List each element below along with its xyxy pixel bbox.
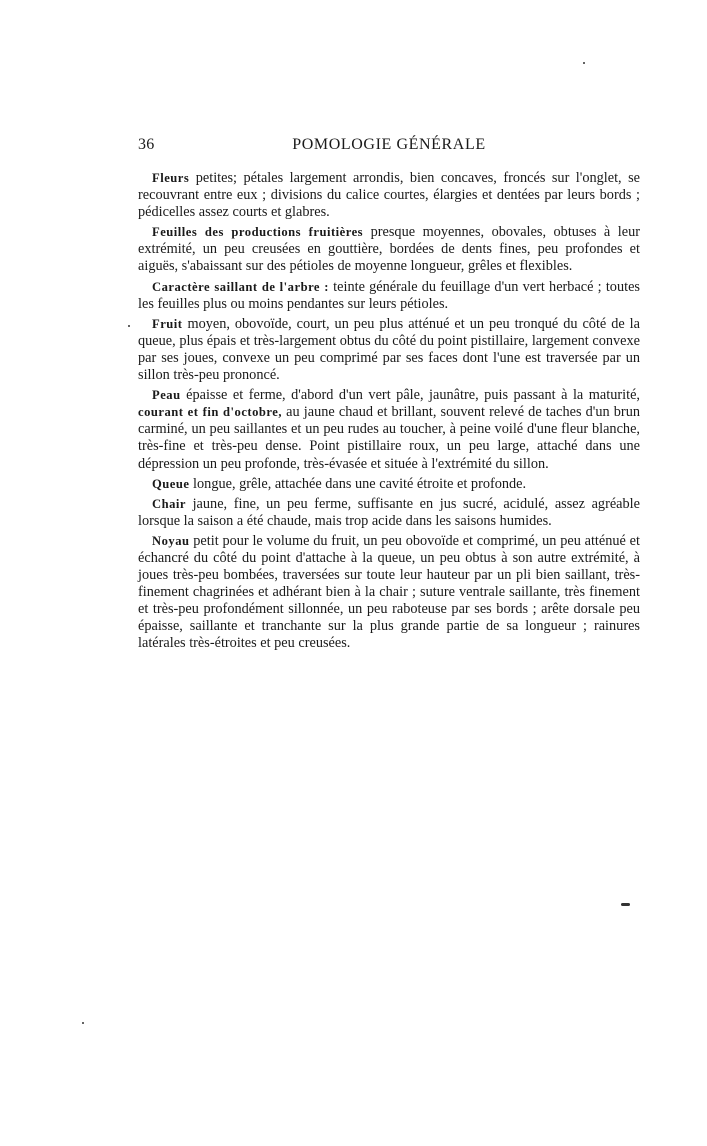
paragraph-chair [138, 496, 640, 530]
paragraph-lead: Caractère saillant de l'arbre : [152, 279, 329, 294]
paragraph-text: longue, grêle, attachée dans une cavité étroite et profonde. [189, 475, 527, 492]
paragraph-queue [138, 476, 640, 493]
page-body [138, 170, 640, 656]
paragraph-lead: Peau [152, 388, 181, 403]
paragraph-lead: Chair [152, 496, 186, 511]
paragraph-lead: Noyau [152, 533, 190, 548]
paragraph-peau [138, 387, 640, 472]
paragraph-lead: Queue [152, 476, 190, 491]
scan-speck [583, 62, 585, 64]
paragraph-feuilles [138, 224, 640, 275]
page-number: 36 [138, 136, 155, 153]
paragraph-fleurs [138, 170, 640, 221]
paragraph-fruit [138, 316, 640, 384]
paragraph-text: petites; pétales largement arrondis, bien concaves, froncés sur l'onglet, se recouvrant entre eux ; divisions du calice courtes, élargies et dentées par leurs bords ; pédicelles assez courts et glabres. [138, 170, 640, 221]
scan-speck [621, 903, 630, 906]
paragraph-text: teinte générale du feuillage d'un vert herbacé ; toutes les feuilles plus ou moins pendantes sur leurs pétioles. [138, 278, 640, 312]
paragraph-text: jaune, fine, un peu ferme, suffisante en jus sucré, acidulé, assez agréable lorsque la saison a été chaude, mais trop acide dans les saisons humides. [138, 495, 640, 529]
paragraph-lead: Fleurs [152, 171, 190, 185]
page-header [138, 136, 640, 160]
paragraph-lead: Fruit [152, 316, 183, 331]
paragraph-text: petit pour le volume du fruit, un peu obovoïde et comprimé, un peu atténué et échancré du côté du point d'attache à la queue, un peu obtus à son autre extrémité, à joues très-peu bombées, traversées sur toute leur hauteur par un pli bien saillant, très-finement chagrinées et adhérant bien à la chair ; suture ventrale saillante, très finement et très-peu profondément sillonnée, un peu raboteuse par ses bords ; arête dorsale peu épaisse, saillante et tranchante sur la plus grande partie de sa longueur ; rainures latérales très-étroites et peu creusées. [138, 532, 640, 652]
scan-speck [128, 325, 130, 327]
paragraph-text: presque moyennes, obovales, obtuses à leur extrémité, un peu creusées en gouttière, bordées de dents fines, peu profondes et aiguës, s'abaissant sur des pétioles de moyenne longueur, grêles et flexibles. [138, 224, 640, 275]
paragraph-caractere [138, 279, 640, 313]
paragraph-text: moyen, obovoïde, court, un peu plus atténué et un peu tronqué du côté de la queue, plus épais et très-largement obtus du côté du point pistillaire, largement convexe par ses joues, convexe un peu comprimé par ses faces dont l'une est traversée par un sillon très-peu prononcé. [138, 315, 640, 384]
paragraph-text: épaisse et ferme, d'abord d'un vert pâle, jaunâtre, puis passant à la maturité, [180, 387, 640, 404]
scan-speck [82, 1022, 84, 1024]
ripening-period: courant et fin d'octobre, [138, 405, 283, 420]
paragraph-lead: Feuilles des productions fruitières [152, 225, 364, 240]
running-head: POMOLOGIE GÉNÉRALE [292, 136, 486, 153]
paragraph-text: au jaune chaud et brillant, souvent relevé de taches d'un brun carminé, un peu saillantes et un peu rudes au toucher, à peine voilé d'une fleur blanche, très-fine et très-peu dense. Point pistillaire roux, un peu large, attaché dans une dépression un peu profonde, très-évasée et située à l'extrémité du sillon. [138, 404, 640, 472]
paragraph-noyau [138, 533, 640, 653]
